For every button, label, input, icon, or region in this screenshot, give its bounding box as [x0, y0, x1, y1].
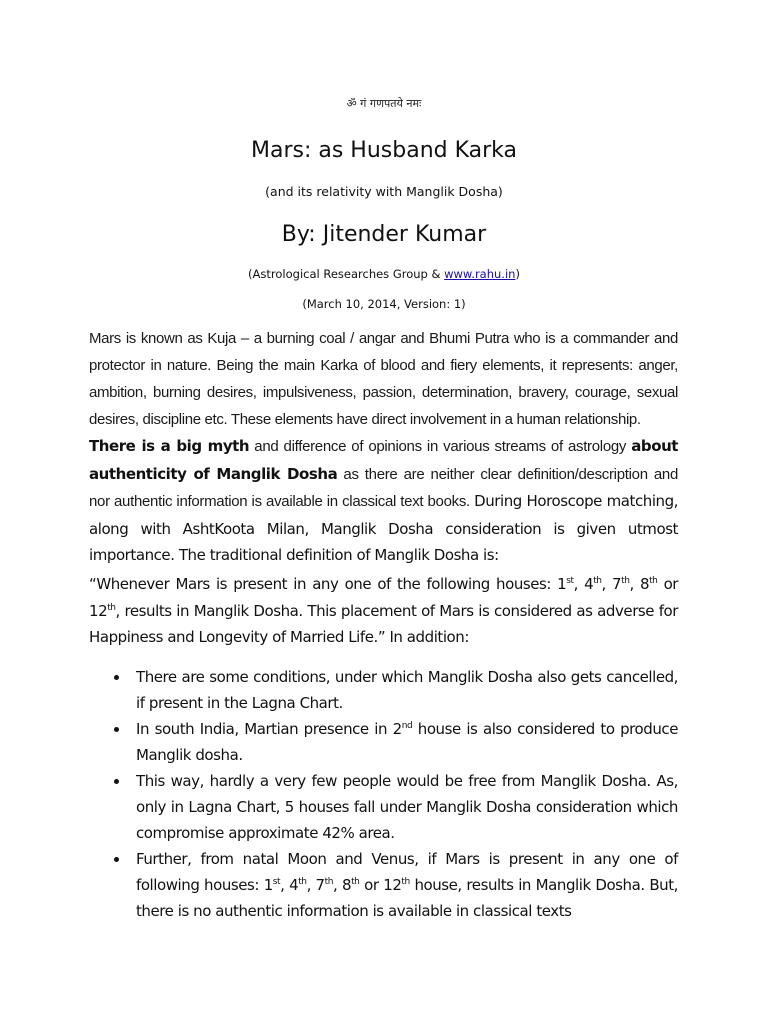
document-title: Mars: as Husband Karka [250, 138, 517, 163]
list-item [89, 846, 678, 924]
list-item-text: , 8 [333, 876, 352, 894]
list-item-text: , 4 [280, 876, 299, 894]
myth-paragraph [89, 433, 678, 569]
ordinal-suffix: th [593, 576, 602, 586]
author-byline: By: Jitender Kumar [281, 222, 487, 247]
myth-bold-lead: There is a big myth [89, 437, 250, 455]
list-item-text: Further, from natal Moon and Venus, if Mars is present in any one of following houses: 1 [136, 850, 678, 894]
ordinal-suffix: nd [401, 721, 413, 731]
myth-text-2: as there are neither clear definition/description and nor authentic information is available in classical text books. [89, 465, 678, 510]
ordinal-suffix: th [351, 877, 360, 887]
ordinal-suffix: th [107, 602, 116, 613]
ordinal-suffix: th [401, 877, 410, 887]
definition-text: , results in Manglik Dosha. This placement of Mars is considered as adverse for Happiness and Longevity of Married Life.” In addition: [89, 601, 678, 646]
list-item [89, 768, 678, 846]
document-subtitle: (and its relativity with Manglik Dosha) [265, 184, 503, 199]
ordinal-suffix: st [272, 877, 281, 887]
list-item-text: house is also considered to produce Manglik dosha. [136, 720, 678, 764]
bullet-icon [114, 675, 119, 680]
definition-text: , 4 [573, 575, 594, 593]
definition-text: or 12 [89, 575, 679, 620]
bullet-icon [114, 857, 119, 862]
list-item-text: There are some conditions, under which Manglik Dosha also gets cancelled, if present in the Lagna Chart. [136, 668, 678, 712]
list-item-text: , 7 [306, 876, 325, 894]
myth-bold-authenticity: about authenticity of Manglik Dosha [89, 437, 679, 483]
list-item [89, 664, 678, 716]
definition-text: “Whenever Mars is present in any one of the following houses: 1 [89, 575, 567, 593]
list-item-text: house, results in Manglik Dosha. But, there is no authentic information is available in classical texts [136, 876, 678, 920]
myth-matching-text: During Horoscope matching, along with AshtKoota Milan, Manglik Dosha consideration is given utmost importance. The traditional definition of Manglik Dosha is: [89, 492, 678, 564]
intro-paragraph: Mars is known as Kuja – a burning coal / angar and Bhumi Putra who is a commander and protector in nature. Being the main Karka of blood and fiery elements, it represents: anger, ambition, burning desires, impulsiveness, passion, determination, bravery, courage, sexual desires, discipline etc. These elements have direct involvement in a human relationship. [89, 330, 678, 428]
version-date: (March 10, 2014, Version: 1) [302, 297, 466, 311]
ordinal-suffix: th [298, 877, 307, 887]
invocation-line: ॐ गं गणपतये नमः [346, 97, 422, 110]
definition-text: , 8 [629, 575, 650, 593]
affiliation-suffix: ) [515, 267, 520, 281]
ordinal-suffix: st [566, 576, 574, 586]
bullet-icon [114, 779, 119, 784]
list-item-text: This way, hardly a very few people would be free from Manglik Dosha. As, only in Lagna Chart, 5 houses fall under Manglik Dosha consideration which compromise approximate 42% area. [136, 772, 678, 842]
ordinal-suffix: th [649, 576, 658, 586]
affiliation-line [0, 267, 768, 281]
bullet-icon [114, 727, 119, 732]
affiliation-prefix: (Astrological Researches Group & [248, 267, 445, 281]
list-item-text: In south India, Martian presence in 2 [136, 720, 402, 738]
definition-text: , 7 [601, 575, 622, 593]
ordinal-suffix: th [324, 877, 333, 887]
list-item-text: or 12 [359, 876, 402, 894]
definition-paragraph [89, 571, 678, 651]
rahu-website-link[interactable]: www.rahu.in [444, 267, 516, 281]
ordinal-suffix: th [621, 576, 630, 586]
myth-text-1: and difference of opinions in various streams of astrology [249, 438, 632, 455]
list-item [89, 716, 678, 768]
manglik-points-list [89, 664, 678, 924]
